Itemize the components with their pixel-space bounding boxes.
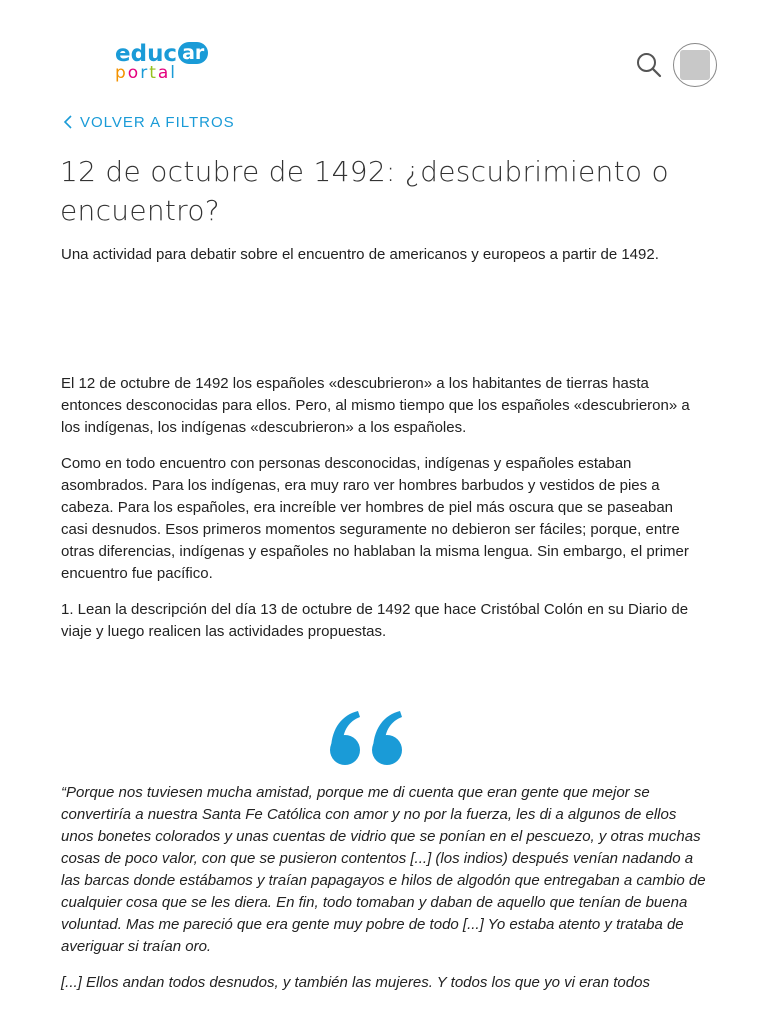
user-avatar-button[interactable] (673, 43, 717, 87)
page-subtitle: Una actividad para debatir sobre el encuentro de americanos y europeos a partir de 1492. (61, 246, 659, 263)
logo-letter: t (149, 63, 158, 83)
back-to-filters-link[interactable] (62, 111, 235, 133)
avatar (680, 50, 710, 80)
logo-letter: p (115, 63, 128, 83)
article-paragraph: 1. Lean la descripción del día 13 de octubre de 1492 que hace Cristóbal Colón en su Diario de viaje y luego realicen las actividades propuestas. (61, 601, 689, 640)
article-body (61, 373, 701, 657)
page-title: 12 de octubre de 1492: ¿descubrimiento o encuentro? (60, 155, 669, 227)
logo-letter: l (170, 63, 178, 83)
back-link-label: VOLVER A FILTROS (80, 113, 235, 131)
search-button[interactable] (634, 50, 664, 80)
quote-icon (328, 710, 408, 766)
educar-portal-logo[interactable] (115, 40, 215, 88)
site-header (0, 0, 768, 100)
article-paragraph: Como en todo encuentro con personas desconocidas, indígenas y españoles estaban asombrados. Para los indígenas, era muy raro ver hombres barbudos y vestidos de pies a cabeza. Para los españoles, era increíble ver hombres de piel más oscura que se paseaban casi desnudos. Esos primeros momentos seguramente no debieron ser fáciles; porque, entre otras diferencias, indígenas y españoles no hablaban la misma lengua. Sin embargo, el primer encuentro fue pacífico. (61, 455, 689, 582)
quote-paragraph: “Porque nos tuviesen mucha amistad, porque me di cuenta que eran gente que mejor se convertiría a nuestra Santa Fe Católica con amor y no por la fuerza, les di a algunos de ellos unos bonetes colorados y unas cuentas de vidrio que se ponían en el pescuezo, y otras muchas cosas de poco valor, con que se pusieron contentos [...] (los indios) después venían nadando a las barcas donde estábamos y traían papagayos e hilos de algodón que entregaban a cambio de cualquier cosa que se les diera. En fin, todo tomaban y daban de aquello que tenían de buena voluntad. Mas me pareció que era gente muy pobre de todo [...] Yo estaba atento y trataba de averiguar si traían oro. (61, 784, 706, 955)
logo-badge-ar: ar (178, 42, 208, 64)
logo-letter: a (157, 63, 171, 83)
article-paragraph: El 12 de octubre de 1492 los españoles «descubrieron» a los habitantes de tierras hasta entonces desconocidas para ellos. Pero, al mismo tiempo que los españoles «descubrieron» a los indígenas, los indígenas «descubrieron» a los españoles. (61, 375, 690, 436)
chevron-left-icon (62, 114, 74, 130)
logo-letter: r (140, 63, 150, 83)
logo-letter: o (127, 63, 141, 83)
logo-text-educ: educ (115, 41, 178, 67)
colon-diary-quote (61, 782, 711, 1008)
logo-subtext-portal (115, 62, 177, 84)
quote-paragraph: [...] Ellos andan todos desnudos, y también las mujeres. Y todos los que yo vi eran todos (61, 974, 650, 991)
search-icon (634, 50, 664, 80)
